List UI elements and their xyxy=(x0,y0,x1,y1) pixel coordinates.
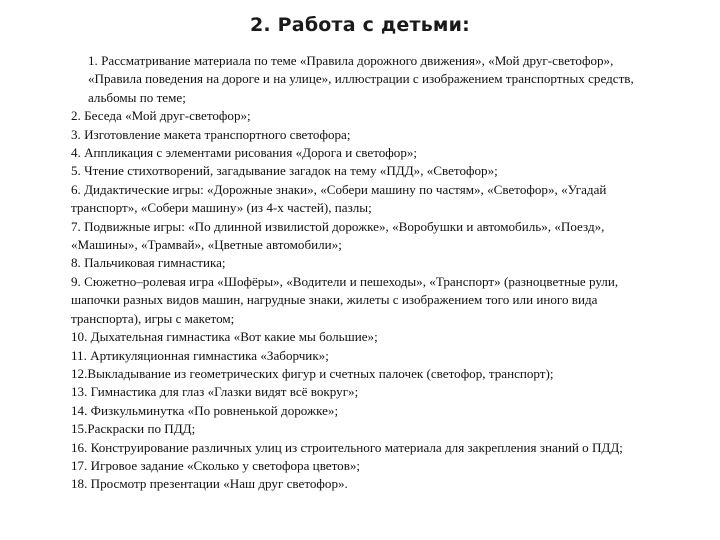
list-item: 11. Артикуляционная гимнастика «Заборчик»; xyxy=(71,347,329,363)
list-item: 13. Гимнастика для глаз «Глазки видят всё вокруг»; xyxy=(71,384,359,400)
list-item: 18. Просмотр презентации «Наш друг светофор». xyxy=(71,476,348,492)
list-item: 9. Сюжетно–ролевая игра «Шофёры», «Водители и пешеходы», «Транспорт» (разноцветные рули, шапочки разных видов машин, нагрудные знаки, жилеты с изображением того или иного вида транспорта), игры с макетом; xyxy=(71,273,619,326)
list-item: 1. Рассматривание материала по теме «Правила дорожного движения», «Мой друг-светофор», «Правила поведения на дороге и на улице», иллюстрации с изображением транспортных средств, альбомы по теме; xyxy=(88,53,634,105)
list-item: 7. Подвижные игры: «По длинной извилистой дорожке», «Воробушки и автомобиль», «Поезд», «Машины», «Трамвай», «Цветные автомобили»; xyxy=(71,218,605,253)
list-item: 4. Аппликация с элементами рисования «Дорога и светофор»; xyxy=(71,145,418,161)
list-item: 14. Физкульминутка «По ровненькой дорожке»; xyxy=(71,402,339,418)
list-item: 5. Чтение стихотворений, загадывание загадок на тему «ПДД», «Светофор»; xyxy=(71,163,498,179)
slide-title: 2. Работа с детьми: xyxy=(250,14,470,36)
activity-list xyxy=(71,52,669,494)
list-item: 6. Дидактические игры: «Дорожные знаки», «Собери машину по частям», «Светофор», «Угадай транспорт», «Собери машину» (из 4-х частей), пазлы; xyxy=(71,181,607,216)
list-item: 2. Беседа «Мой друг-светофор»; xyxy=(71,108,251,124)
list-item: 3. Изготовление макета транспортного светофора; xyxy=(71,126,351,142)
list-item: 16. Конструирование различных улиц из строительного материала для закрепления знаний о ПДД; xyxy=(71,439,623,455)
list-item: 15.Раскраски по ПДД; xyxy=(71,421,196,437)
list-item: 8. Пальчиковая гимнастика; xyxy=(71,255,226,271)
list-item: 17. Игровое задание «Сколько у светофора цветов»; xyxy=(71,457,361,473)
list-item: 10. Дыхательная гимнастика «Вот какие мы большие»; xyxy=(71,329,378,345)
list-item: 12.Выкладывание из геометрических фигур и счетных палочек (светофор, транспорт); xyxy=(71,365,554,381)
